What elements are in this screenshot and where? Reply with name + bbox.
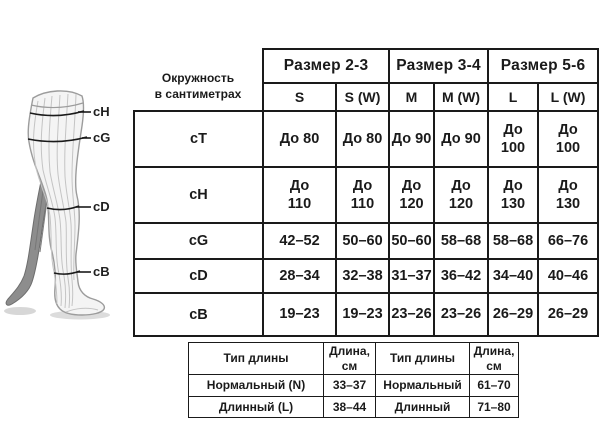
length-cm-header: Длина, см [470, 343, 519, 375]
length-value-cell: 33–37 [324, 375, 376, 397]
value-cell: 23–26 [434, 293, 488, 336]
length-type-cell: Нормальный (N) [189, 375, 324, 397]
value-cell: До 110 [336, 167, 389, 223]
value-cell: 58–68 [488, 223, 538, 259]
length-table [188, 342, 519, 418]
value-cell: 50–60 [389, 223, 434, 259]
value-cell: До 90 [389, 111, 434, 167]
value-cell: До 130 [538, 167, 598, 223]
size-group-3-4: Размер 3-4 [389, 49, 488, 83]
size-col-l: L [488, 83, 538, 111]
length-type-cell: Длинный [376, 397, 470, 418]
value-cell: 34–40 [488, 259, 538, 293]
value-cell: 23–26 [389, 293, 434, 336]
value-cell: 32–38 [336, 259, 389, 293]
leg-label-cg: cG [93, 130, 111, 145]
size-col-m: M [389, 83, 434, 111]
length-value-cell: 71–80 [470, 397, 519, 418]
value-cell: До 90 [434, 111, 488, 167]
length-cm-header: Длина, см [324, 343, 376, 375]
value-cell: 42–52 [263, 223, 336, 259]
value-cell: До 120 [389, 167, 434, 223]
value-cell: 26–29 [488, 293, 538, 336]
leg-label-ch: cH [93, 104, 110, 119]
value-cell: 31–37 [389, 259, 434, 293]
leg-label-cd: cD [93, 199, 110, 214]
value-cell: До 100 [488, 111, 538, 167]
size-col-sw: S (W) [336, 83, 389, 111]
length-type-cell: Длинный (L) [189, 397, 324, 418]
value-cell: До 100 [538, 111, 598, 167]
row-label-ct: cT [134, 111, 263, 167]
row-label-cb: cB [134, 293, 263, 336]
value-cell: 66–76 [538, 223, 598, 259]
value-cell: 19–23 [263, 293, 336, 336]
row-label-ch: cH [134, 167, 263, 223]
length-value-cell: 61–70 [470, 375, 519, 397]
value-cell: 36–42 [434, 259, 488, 293]
value-cell: 19–23 [336, 293, 389, 336]
length-row-long [189, 397, 519, 418]
measurement-row-ch [134, 167, 598, 223]
size-group-2-3: Размер 2-3 [263, 49, 389, 83]
length-row-normal [189, 375, 519, 397]
leg-illustration [0, 84, 126, 338]
value-cell: 50–60 [336, 223, 389, 259]
size-group-row [134, 49, 598, 83]
measurement-row-cd [134, 259, 598, 293]
value-cell: До 80 [336, 111, 389, 167]
size-col-mw: M (W) [434, 83, 488, 111]
row-label-cd: cD [134, 259, 263, 293]
value-cell: 40–46 [538, 259, 598, 293]
size-table [133, 48, 599, 337]
length-header-row [189, 343, 519, 375]
value-cell: 28–34 [263, 259, 336, 293]
value-cell: До 120 [434, 167, 488, 223]
value-cell: До 80 [263, 111, 336, 167]
measurement-row-ct [134, 111, 598, 167]
row-label-cg: cG [134, 223, 263, 259]
length-type-header: Тип длины [376, 343, 470, 375]
measurement-row-cb [134, 293, 598, 336]
value-cell: До 110 [263, 167, 336, 223]
value-cell: 58–68 [434, 223, 488, 259]
size-col-lw: L (W) [538, 83, 598, 111]
value-cell: 26–29 [538, 293, 598, 336]
size-group-5-6: Размер 5-6 [488, 49, 598, 83]
length-type-header: Тип длины [189, 343, 324, 375]
leg-diagram-svg [0, 84, 126, 338]
value-cell: До 130 [488, 167, 538, 223]
measurement-row-cg [134, 223, 598, 259]
size-col-s: S [263, 83, 336, 111]
back-foot-shadow [4, 307, 36, 315]
length-type-cell: Нормальный [376, 375, 470, 397]
length-value-cell: 38–44 [324, 397, 376, 418]
corner-header: Окружность в сантиметрах [154, 70, 242, 101]
leg-label-cb: cB [93, 264, 110, 279]
